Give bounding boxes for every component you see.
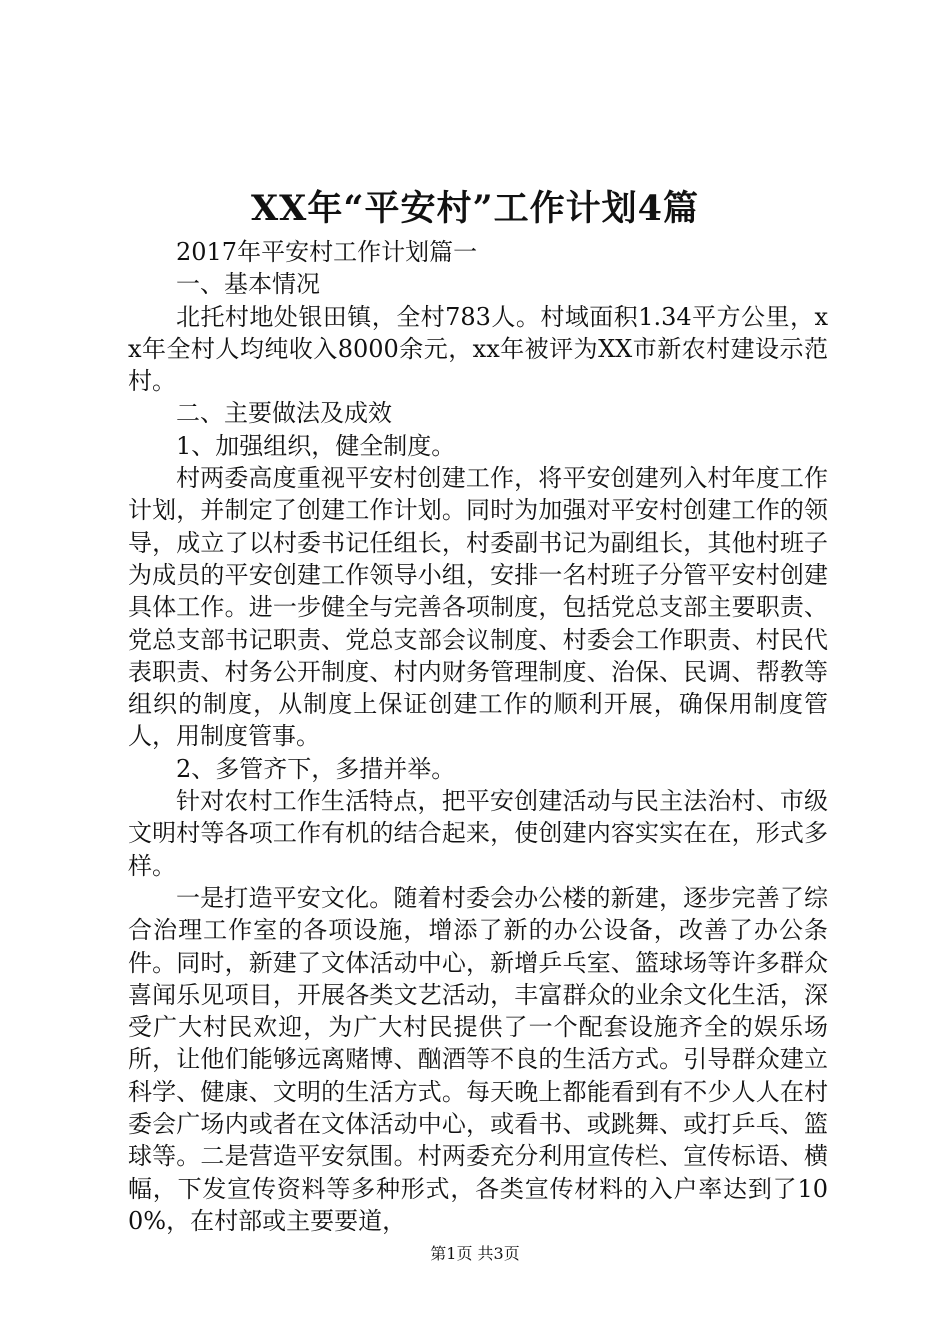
paragraph-basic-info: 北托村地处银田镇，全村783人。村域面积1.34平方公里，xx年全村人均纯收入8000余元，xx年被评为XX市新农村建设示范村。 bbox=[128, 302, 828, 396]
document-body bbox=[128, 236, 828, 1237]
paragraph-safe-culture: 一是打造平安文化。随着村委会办公楼的新建，逐步完善了综合治理工作室的各项设施，增添了新的办公设备，改善了办公条件。同时，新建了文体活动中心，新增乒乓室、篮球场等许多群众喜闻乐见项目，开展各类文艺活动，丰富群众的业余文化生活，深受广大村民欢迎，为广大村民提供了一个配套设施齐全的娱乐场所，让他们能够远离赌博、酗酒等不良的生活方式。引导群众建立科学、健康、文明的生活方式。每天晚上都能看到有不少人人在村委会广场内或者在文体活动中心，或看书、或跳舞、或打乒乓、篮球等。二是营造平安氛围。村两委充分利用宣传栏、宣传标语、横幅，下发宣传资料等多种形式，各类宣传材料的入户率达到了100%，在村部或主要要道， bbox=[128, 883, 828, 1235]
paragraph-heading-basic-info: 一、基本情况 bbox=[176, 270, 320, 299]
paragraph-organization: 村两委高度重视平安村创建工作，将平安创建列入村年度工作计划，并制定了创建工作计划。同时为加强对平安村创建工作的领导，成立了以村委书记任组长，村委副书记为副组长，其他村班子为成员的平安创建工作领导小组，安排一名村班子分管平安村创建具体工作。进一步健全与完善各项制度，包括党总支部主要职责、党总支部书记职责、党总支部会议制度、村委会工作职责、村民代表职责、村务公开制度、村内财务管理制度、治保、民调、帮教等组织的制度，从制度上保证创建工作的顺利开展，确保用制度管人，用制度管事。 bbox=[128, 464, 828, 751]
paragraph-section-heading: 2017年平安村工作计划篇一 bbox=[176, 238, 478, 266]
paragraph-heading-measures: 2、多管齐下，多措并举。 bbox=[176, 754, 456, 783]
page-number-footer: 第1页 共3页 bbox=[430, 1244, 520, 1263]
document-title: XX年“平安村”工作计划4篇 bbox=[251, 188, 699, 229]
paragraph-heading-organization: 1、加强组织，健全制度。 bbox=[176, 431, 456, 460]
paragraph-heading-main-measures: 二、主要做法及成效 bbox=[176, 399, 392, 428]
paragraph-measures: 针对农村工作生活特点，把平安创建活动与民主法治村、市级文明村等各项工作有机的结合起来，使创建内容实实在在，形式多样。 bbox=[128, 787, 828, 880]
